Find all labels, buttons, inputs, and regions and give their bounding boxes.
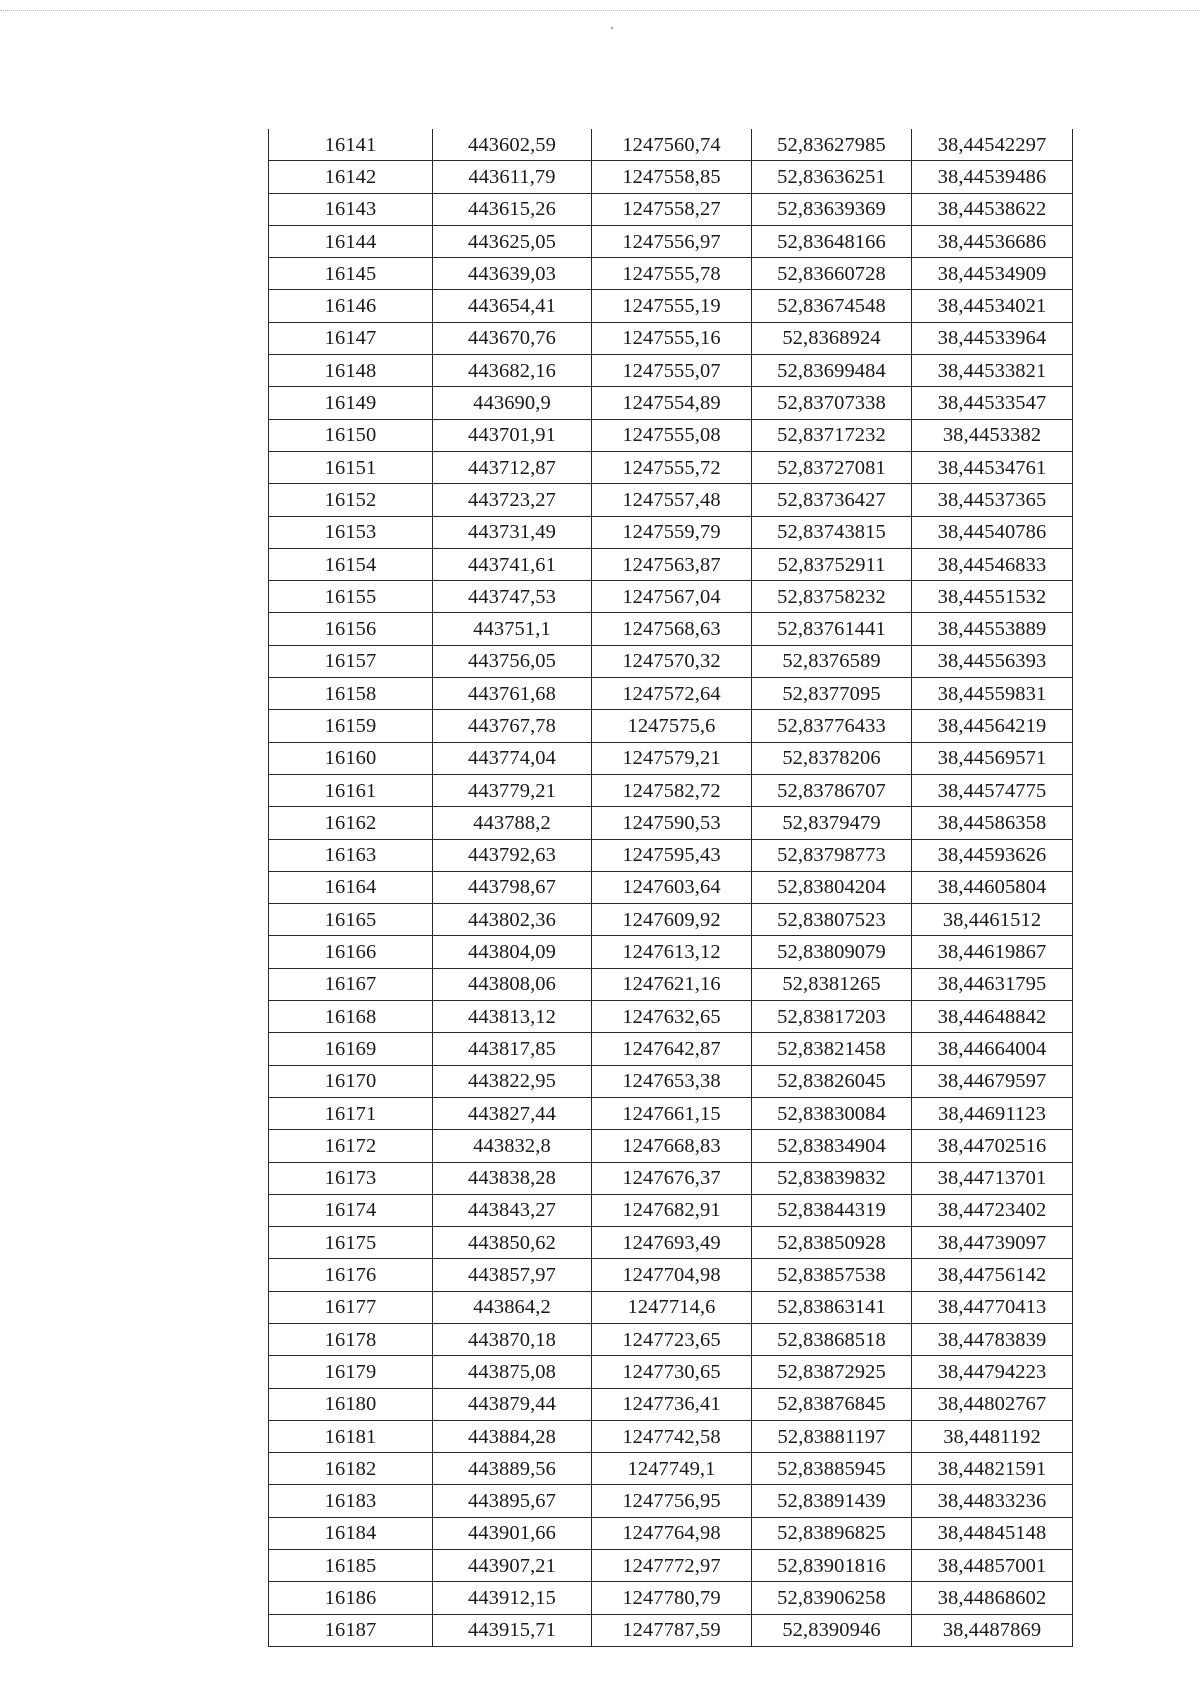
latitude-cell: 52,83906258 [752,1582,912,1614]
longitude-cell: 38,44559831 [912,678,1073,710]
point-number-cell: 16151 [269,451,433,483]
point-number-cell: 16182 [269,1453,433,1485]
y-coordinate-cell: 1247632,65 [592,1001,752,1033]
point-number-cell: 16164 [269,871,433,903]
latitude-cell: 52,83699484 [752,355,912,387]
table-row [269,1065,1073,1097]
table-row [269,355,1073,387]
latitude-cell: 52,83857538 [752,1259,912,1291]
table-row [269,1259,1073,1291]
y-coordinate-cell: 1247756,95 [592,1485,752,1517]
x-coordinate-cell: 443779,21 [433,774,592,806]
table-row [269,1001,1073,1033]
x-coordinate-cell: 443731,49 [433,516,592,548]
point-number-cell: 16161 [269,774,433,806]
point-number-cell: 16159 [269,710,433,742]
y-coordinate-cell: 1247642,87 [592,1033,752,1065]
point-number-cell: 16185 [269,1550,433,1582]
scan-speck [611,27,614,30]
coordinates-table [268,129,1073,1647]
y-coordinate-cell: 1247653,38 [592,1065,752,1097]
latitude-cell: 52,83868518 [752,1323,912,1355]
latitude-cell: 52,83743815 [752,516,912,548]
longitude-cell: 38,44534909 [912,258,1073,290]
table-row [269,904,1073,936]
point-number-cell: 16166 [269,936,433,968]
x-coordinate-cell: 443822,95 [433,1065,592,1097]
point-number-cell: 16145 [269,258,433,290]
latitude-cell: 52,83776433 [752,710,912,742]
point-number-cell: 16148 [269,355,433,387]
x-coordinate-cell: 443864,2 [433,1291,592,1323]
point-number-cell: 16141 [269,129,433,161]
y-coordinate-cell: 1247572,64 [592,678,752,710]
y-coordinate-cell: 1247575,6 [592,710,752,742]
longitude-cell: 38,44648842 [912,1001,1073,1033]
x-coordinate-cell: 443701,91 [433,419,592,451]
y-coordinate-cell: 1247603,64 [592,871,752,903]
table-row [269,1614,1073,1646]
longitude-cell: 38,44537365 [912,484,1073,516]
latitude-cell: 52,83804204 [752,871,912,903]
longitude-cell: 38,4481192 [912,1420,1073,1452]
y-coordinate-cell: 1247613,12 [592,936,752,968]
point-number-cell: 16179 [269,1356,433,1388]
point-number-cell: 16168 [269,1001,433,1033]
coordinates-table-body [269,129,1073,1646]
latitude-cell: 52,8390946 [752,1614,912,1646]
point-number-cell: 16167 [269,968,433,1000]
y-coordinate-cell: 1247730,65 [592,1356,752,1388]
table-row [269,710,1073,742]
table-row [269,1356,1073,1388]
point-number-cell: 16173 [269,1162,433,1194]
table-row [269,1323,1073,1355]
table-row [269,322,1073,354]
y-coordinate-cell: 1247560,74 [592,129,752,161]
longitude-cell: 38,44533821 [912,355,1073,387]
point-number-cell: 16181 [269,1420,433,1452]
table-row [269,1291,1073,1323]
latitude-cell: 52,83839832 [752,1162,912,1194]
table-row [269,968,1073,1000]
latitude-cell: 52,83830084 [752,1097,912,1129]
longitude-cell: 38,44679597 [912,1065,1073,1097]
latitude-cell: 52,83863141 [752,1291,912,1323]
x-coordinate-cell: 443761,68 [433,678,592,710]
x-coordinate-cell: 443625,05 [433,225,592,257]
longitude-cell: 38,44533547 [912,387,1073,419]
latitude-cell: 52,83674548 [752,290,912,322]
latitude-cell: 52,8381265 [752,968,912,1000]
table-row [269,161,1073,193]
y-coordinate-cell: 1247558,27 [592,193,752,225]
latitude-cell: 52,8376589 [752,645,912,677]
longitude-cell: 38,44536686 [912,225,1073,257]
table-row [269,516,1073,548]
table-row [269,129,1073,161]
point-number-cell: 16169 [269,1033,433,1065]
y-coordinate-cell: 1247723,65 [592,1323,752,1355]
longitude-cell: 38,44802767 [912,1388,1073,1420]
latitude-cell: 52,83761441 [752,613,912,645]
latitude-cell: 52,83798773 [752,839,912,871]
x-coordinate-cell: 443915,71 [433,1614,592,1646]
table-row [269,613,1073,645]
point-number-cell: 16187 [269,1614,433,1646]
point-number-cell: 16153 [269,516,433,548]
y-coordinate-cell: 1247714,6 [592,1291,752,1323]
x-coordinate-cell: 443798,67 [433,871,592,903]
x-coordinate-cell: 443884,28 [433,1420,592,1452]
table-row [269,1097,1073,1129]
x-coordinate-cell: 443602,59 [433,129,592,161]
longitude-cell: 38,44821591 [912,1453,1073,1485]
x-coordinate-cell: 443804,09 [433,936,592,968]
point-number-cell: 16162 [269,807,433,839]
y-coordinate-cell: 1247704,98 [592,1259,752,1291]
x-coordinate-cell: 443767,78 [433,710,592,742]
x-coordinate-cell: 443611,79 [433,161,592,193]
longitude-cell: 38,44713701 [912,1162,1073,1194]
point-number-cell: 16155 [269,581,433,613]
y-coordinate-cell: 1247661,15 [592,1097,752,1129]
latitude-cell: 52,83834904 [752,1130,912,1162]
x-coordinate-cell: 443792,63 [433,839,592,871]
table-row [269,387,1073,419]
x-coordinate-cell: 443827,44 [433,1097,592,1129]
latitude-cell: 52,83707338 [752,387,912,419]
table-row [269,258,1073,290]
point-number-cell: 16175 [269,1227,433,1259]
table-row [269,581,1073,613]
longitude-cell: 38,44794223 [912,1356,1073,1388]
y-coordinate-cell: 1247590,53 [592,807,752,839]
longitude-cell: 38,44534021 [912,290,1073,322]
longitude-cell: 38,44664004 [912,1033,1073,1065]
latitude-cell: 52,83826045 [752,1065,912,1097]
table-row [269,1550,1073,1582]
longitude-cell: 38,44534761 [912,451,1073,483]
y-coordinate-cell: 1247563,87 [592,548,752,580]
latitude-cell: 52,83786707 [752,774,912,806]
x-coordinate-cell: 443813,12 [433,1001,592,1033]
point-number-cell: 16170 [269,1065,433,1097]
x-coordinate-cell: 443907,21 [433,1550,592,1582]
point-number-cell: 16144 [269,225,433,257]
point-number-cell: 16146 [269,290,433,322]
x-coordinate-cell: 443895,67 [433,1485,592,1517]
x-coordinate-cell: 443912,15 [433,1582,592,1614]
x-coordinate-cell: 443843,27 [433,1194,592,1226]
y-coordinate-cell: 1247736,41 [592,1388,752,1420]
longitude-cell: 38,4461512 [912,904,1073,936]
longitude-cell: 38,4487869 [912,1614,1073,1646]
table-row [269,678,1073,710]
longitude-cell: 38,44783839 [912,1323,1073,1355]
latitude-cell: 52,83817203 [752,1001,912,1033]
y-coordinate-cell: 1247555,07 [592,355,752,387]
x-coordinate-cell: 443774,04 [433,742,592,774]
x-coordinate-cell: 443857,97 [433,1259,592,1291]
table-row [269,774,1073,806]
x-coordinate-cell: 443741,61 [433,548,592,580]
table-row [269,1033,1073,1065]
table-row [269,484,1073,516]
table-row [269,1420,1073,1452]
x-coordinate-cell: 443712,87 [433,451,592,483]
longitude-cell: 38,44542297 [912,129,1073,161]
x-coordinate-cell: 443889,56 [433,1453,592,1485]
latitude-cell: 52,83885945 [752,1453,912,1485]
longitude-cell: 38,44538622 [912,193,1073,225]
point-number-cell: 16157 [269,645,433,677]
latitude-cell: 52,83876845 [752,1388,912,1420]
y-coordinate-cell: 1247557,48 [592,484,752,516]
y-coordinate-cell: 1247668,83 [592,1130,752,1162]
x-coordinate-cell: 443615,26 [433,193,592,225]
point-number-cell: 16165 [269,904,433,936]
latitude-cell: 52,83881197 [752,1420,912,1452]
y-coordinate-cell: 1247595,43 [592,839,752,871]
table-row [269,1162,1073,1194]
table-row [269,1130,1073,1162]
latitude-cell: 52,83752911 [752,548,912,580]
table-row [269,451,1073,483]
table-row [269,1227,1073,1259]
table-row [269,807,1073,839]
point-number-cell: 16149 [269,387,433,419]
latitude-cell: 52,83636251 [752,161,912,193]
x-coordinate-cell: 443756,05 [433,645,592,677]
x-coordinate-cell: 443723,27 [433,484,592,516]
point-number-cell: 16147 [269,322,433,354]
point-number-cell: 16183 [269,1485,433,1517]
y-coordinate-cell: 1247567,04 [592,581,752,613]
point-number-cell: 16174 [269,1194,433,1226]
y-coordinate-cell: 1247772,97 [592,1550,752,1582]
longitude-cell: 38,4453382 [912,419,1073,451]
x-coordinate-cell: 443682,16 [433,355,592,387]
y-coordinate-cell: 1247621,16 [592,968,752,1000]
table-row [269,290,1073,322]
table-row [269,871,1073,903]
y-coordinate-cell: 1247555,78 [592,258,752,290]
table-row [269,1388,1073,1420]
x-coordinate-cell: 443870,18 [433,1323,592,1355]
table-row [269,548,1073,580]
y-coordinate-cell: 1247568,63 [592,613,752,645]
x-coordinate-cell: 443670,76 [433,322,592,354]
latitude-cell: 52,83901816 [752,1550,912,1582]
y-coordinate-cell: 1247780,79 [592,1582,752,1614]
latitude-cell: 52,83648166 [752,225,912,257]
point-number-cell: 16158 [269,678,433,710]
y-coordinate-cell: 1247555,72 [592,451,752,483]
longitude-cell: 38,44756142 [912,1259,1073,1291]
longitude-cell: 38,44574775 [912,774,1073,806]
point-number-cell: 16150 [269,419,433,451]
table-row [269,1453,1073,1485]
y-coordinate-cell: 1247693,49 [592,1227,752,1259]
longitude-cell: 38,44631795 [912,968,1073,1000]
y-coordinate-cell: 1247554,89 [592,387,752,419]
x-coordinate-cell: 443850,62 [433,1227,592,1259]
longitude-cell: 38,44739097 [912,1227,1073,1259]
latitude-cell: 52,83809079 [752,936,912,968]
point-number-cell: 16143 [269,193,433,225]
latitude-cell: 52,8368924 [752,322,912,354]
longitude-cell: 38,44833236 [912,1485,1073,1517]
longitude-cell: 38,44770413 [912,1291,1073,1323]
x-coordinate-cell: 443875,08 [433,1356,592,1388]
latitude-cell: 52,83627985 [752,129,912,161]
latitude-cell: 52,83717232 [752,419,912,451]
point-number-cell: 16178 [269,1323,433,1355]
longitude-cell: 38,44553889 [912,613,1073,645]
longitude-cell: 38,44556393 [912,645,1073,677]
longitude-cell: 38,44569571 [912,742,1073,774]
point-number-cell: 16160 [269,742,433,774]
longitude-cell: 38,44845148 [912,1517,1073,1549]
table-row [269,936,1073,968]
latitude-cell: 52,83872925 [752,1356,912,1388]
x-coordinate-cell: 443747,53 [433,581,592,613]
x-coordinate-cell: 443690,9 [433,387,592,419]
table-row [269,419,1073,451]
x-coordinate-cell: 443838,28 [433,1162,592,1194]
x-coordinate-cell: 443808,06 [433,968,592,1000]
longitude-cell: 38,44868602 [912,1582,1073,1614]
scan-top-edge [0,10,1200,11]
x-coordinate-cell: 443879,44 [433,1388,592,1420]
longitude-cell: 38,44586358 [912,807,1073,839]
longitude-cell: 38,44533964 [912,322,1073,354]
point-number-cell: 16154 [269,548,433,580]
x-coordinate-cell: 443654,41 [433,290,592,322]
latitude-cell: 52,83896825 [752,1517,912,1549]
point-number-cell: 16156 [269,613,433,645]
y-coordinate-cell: 1247555,08 [592,419,752,451]
y-coordinate-cell: 1247787,59 [592,1614,752,1646]
y-coordinate-cell: 1247555,16 [592,322,752,354]
table-row [269,1582,1073,1614]
latitude-cell: 52,83821458 [752,1033,912,1065]
point-number-cell: 16186 [269,1582,433,1614]
table-row [269,1517,1073,1549]
longitude-cell: 38,44564219 [912,710,1073,742]
y-coordinate-cell: 1247555,19 [592,290,752,322]
y-coordinate-cell: 1247570,32 [592,645,752,677]
y-coordinate-cell: 1247742,58 [592,1420,752,1452]
longitude-cell: 38,44551532 [912,581,1073,613]
x-coordinate-cell: 443802,36 [433,904,592,936]
longitude-cell: 38,44857001 [912,1550,1073,1582]
point-number-cell: 16172 [269,1130,433,1162]
table-row [269,742,1073,774]
latitude-cell: 52,83758232 [752,581,912,613]
latitude-cell: 52,8379479 [752,807,912,839]
y-coordinate-cell: 1247676,37 [592,1162,752,1194]
table-row [269,645,1073,677]
point-number-cell: 16180 [269,1388,433,1420]
y-coordinate-cell: 1247764,98 [592,1517,752,1549]
table-row [269,193,1073,225]
latitude-cell: 52,83844319 [752,1194,912,1226]
x-coordinate-cell: 443901,66 [433,1517,592,1549]
latitude-cell: 52,83736427 [752,484,912,516]
x-coordinate-cell: 443639,03 [433,258,592,290]
latitude-cell: 52,83639369 [752,193,912,225]
point-number-cell: 16184 [269,1517,433,1549]
latitude-cell: 52,83727081 [752,451,912,483]
x-coordinate-cell: 443788,2 [433,807,592,839]
table-row [269,1485,1073,1517]
table-row [269,225,1073,257]
point-number-cell: 16163 [269,839,433,871]
point-number-cell: 16176 [269,1259,433,1291]
x-coordinate-cell: 443817,85 [433,1033,592,1065]
latitude-cell: 52,83660728 [752,258,912,290]
y-coordinate-cell: 1247609,92 [592,904,752,936]
latitude-cell: 52,8378206 [752,742,912,774]
latitude-cell: 52,83891439 [752,1485,912,1517]
longitude-cell: 38,44539486 [912,161,1073,193]
y-coordinate-cell: 1247559,79 [592,516,752,548]
latitude-cell: 52,83850928 [752,1227,912,1259]
longitude-cell: 38,44540786 [912,516,1073,548]
y-coordinate-cell: 1247749,1 [592,1453,752,1485]
x-coordinate-cell: 443832,8 [433,1130,592,1162]
longitude-cell: 38,44702516 [912,1130,1073,1162]
table-row [269,839,1073,871]
y-coordinate-cell: 1247582,72 [592,774,752,806]
y-coordinate-cell: 1247682,91 [592,1194,752,1226]
point-number-cell: 16177 [269,1291,433,1323]
y-coordinate-cell: 1247556,97 [592,225,752,257]
longitude-cell: 38,44723402 [912,1194,1073,1226]
longitude-cell: 38,44619867 [912,936,1073,968]
point-number-cell: 16171 [269,1097,433,1129]
point-number-cell: 16142 [269,161,433,193]
point-number-cell: 16152 [269,484,433,516]
longitude-cell: 38,44691123 [912,1097,1073,1129]
y-coordinate-cell: 1247579,21 [592,742,752,774]
longitude-cell: 38,44605804 [912,871,1073,903]
longitude-cell: 38,44593626 [912,839,1073,871]
latitude-cell: 52,83807523 [752,904,912,936]
table-row [269,1194,1073,1226]
longitude-cell: 38,44546833 [912,548,1073,580]
latitude-cell: 52,8377095 [752,678,912,710]
x-coordinate-cell: 443751,1 [433,613,592,645]
y-coordinate-cell: 1247558,85 [592,161,752,193]
